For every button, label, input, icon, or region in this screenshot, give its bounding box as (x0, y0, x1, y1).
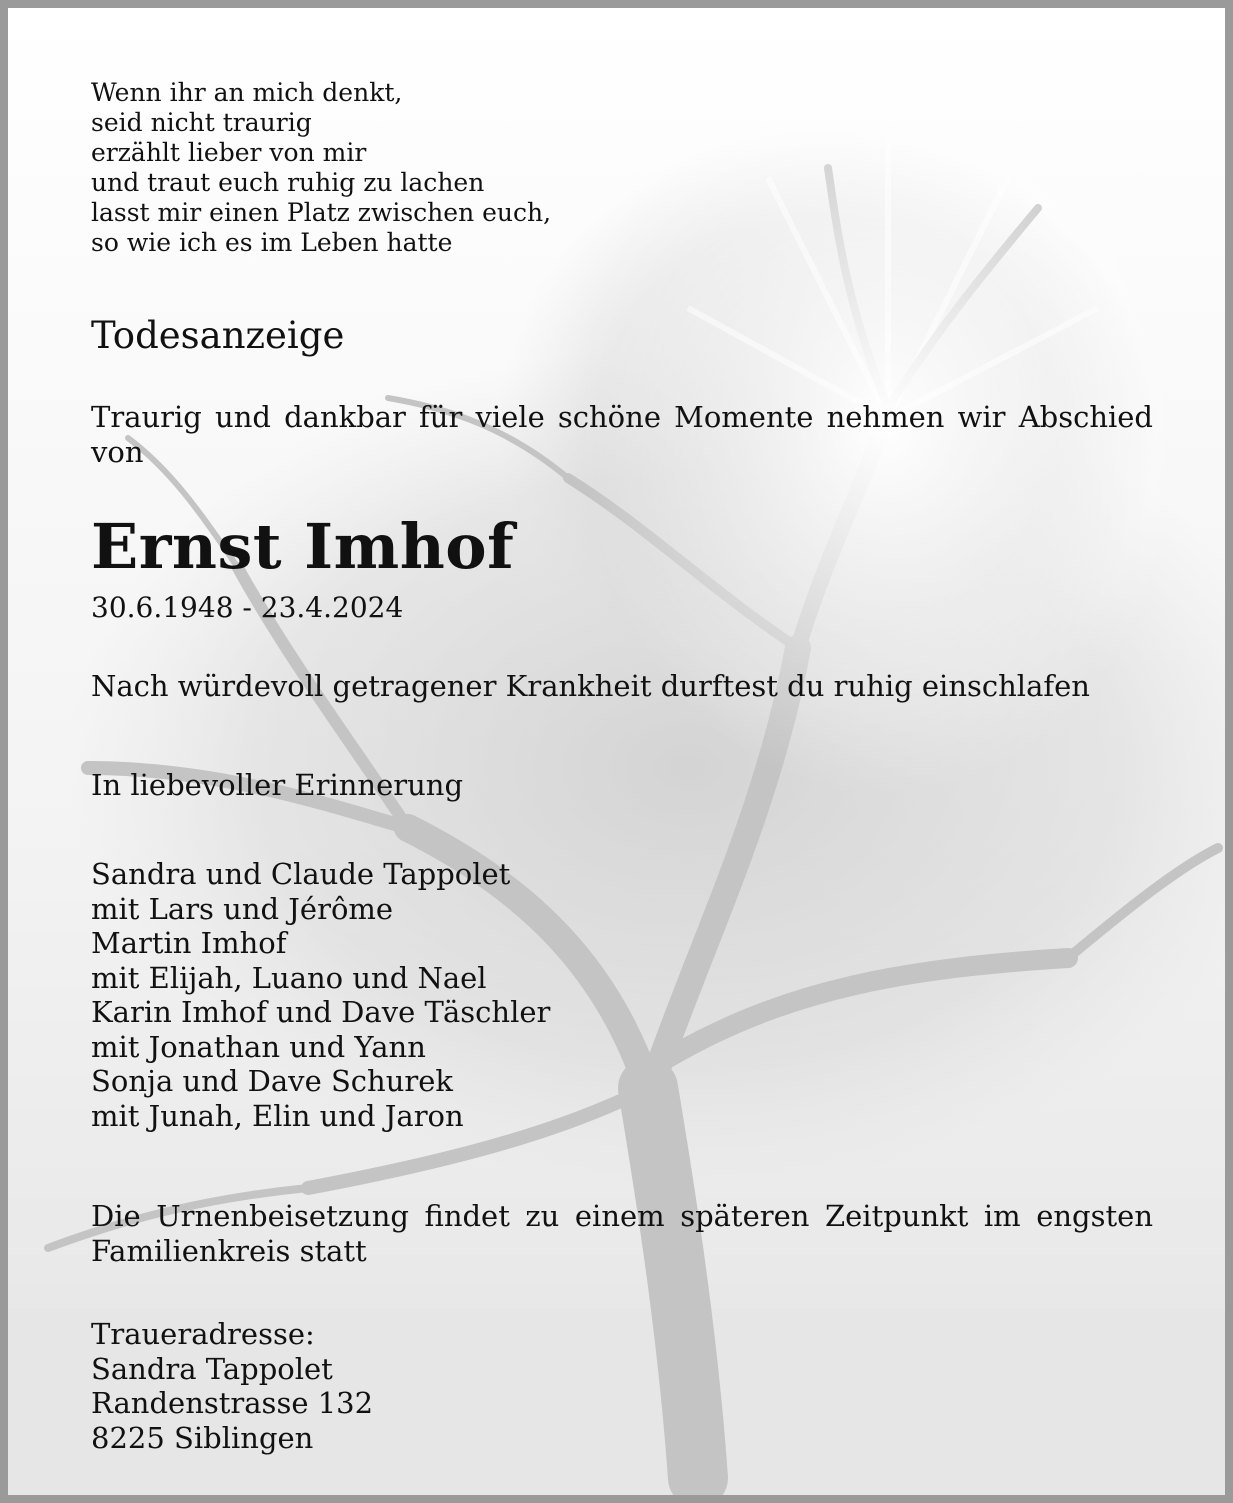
poem-line: lasst mir einen Platz zwischen euch, (91, 198, 552, 227)
poem-line: erzählt lieber von mir (91, 138, 367, 167)
address-name: Sandra Tappolet (91, 1351, 333, 1386)
family-member: Sandra und Claude Tappolet (91, 857, 511, 891)
deceased-name: Ernst Imhof (91, 510, 515, 583)
family-member: Karin Imhof und Dave Täschler (91, 995, 551, 1029)
mourning-address (91, 1317, 373, 1455)
address-city: 8225 Siblingen (91, 1420, 314, 1455)
family-member: mit Lars und Jérôme (91, 891, 394, 926)
obituary-page (8, 8, 1225, 1495)
illness-text: Nach würdevoll getragener Krankheit durftest du ruhig einschlafen (91, 669, 1090, 703)
address-street: Randenstrasse 132 (91, 1386, 374, 1420)
family-member: Sonja und Dave Schurek (91, 1064, 454, 1098)
family-member: mit Jonathan und Yann (91, 1029, 426, 1064)
poem-line: seid nicht traurig (91, 108, 312, 137)
poem-line: Wenn ihr an mich denkt, (91, 78, 403, 107)
poem-line: und traut euch ruhig zu lachen (91, 168, 485, 197)
poem-line: so wie ich es im Leben hatte (91, 228, 453, 257)
memory-text: In liebevoller Erinnerung (91, 768, 464, 802)
poem (91, 78, 551, 258)
family-member: Martin Imhof (91, 926, 287, 960)
page-title: Todesanzeige (91, 314, 345, 357)
family-member: mit Junah, Elin und Jaron (91, 1098, 464, 1133)
family-list (91, 857, 550, 1133)
family-member: mit Elijah, Luano und Nael (91, 960, 487, 995)
burial-notice: Die Urnenbeisetzung findet zu einem späteren Zeitpunkt im engsten Familienkreis statt (91, 1199, 1153, 1268)
intro-text: Traurig und dankbar für viele schöne Momente nehmen wir Abschied von (91, 400, 1153, 469)
address-label: Traueradresse: (91, 1317, 315, 1351)
life-dates: 30.6.1948 - 23.4.2024 (91, 591, 404, 624)
